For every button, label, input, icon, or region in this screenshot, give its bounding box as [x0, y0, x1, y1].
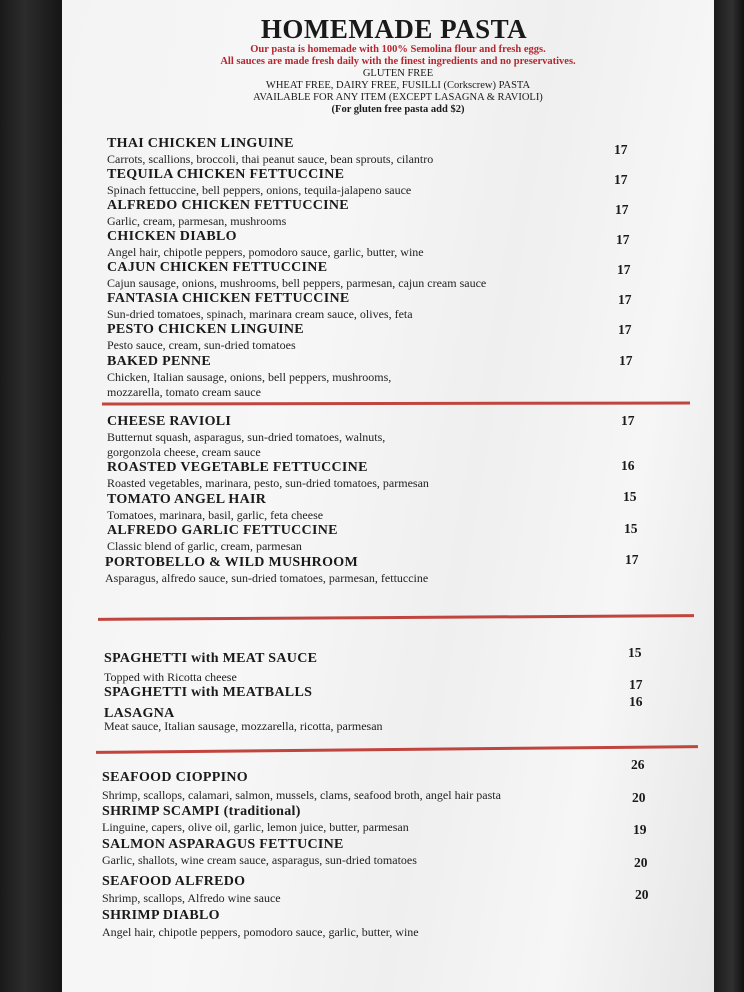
menu-item-desc: Garlic, cream, parmesan, mushrooms	[107, 214, 287, 228]
menu-item-name: CAJUN CHICKEN FETTUCCINE	[107, 260, 328, 275]
menu-item-desc: Garlic, shallots, wine cream sauce, asparagus, sun-dried tomatoes	[102, 853, 417, 867]
menu-item-price: 17	[621, 413, 635, 428]
menu-item-price: 15	[624, 521, 638, 536]
menu-item-name: TOMATO ANGEL HAIR	[107, 492, 267, 507]
menu-item-desc: Linguine, capers, olive oil, garlic, lemon juice, butter, parmesan	[102, 820, 409, 834]
menu-item-desc: Pesto sauce, cream, sun-dried tomatoes	[107, 338, 296, 352]
menu-binder-left	[0, 0, 62, 992]
menu-item-desc: gorgonzola cheese, cream sauce	[107, 445, 261, 459]
menu-item-price: 15	[623, 489, 637, 504]
gluten-free-line: GLUTEN FREE	[362, 68, 434, 79]
menu-title: HOMEMADE PASTA	[260, 14, 528, 44]
gluten-free-line: AVAILABLE FOR ANY ITEM (EXCEPT LASAGNA & RAVIOLI)	[253, 92, 543, 103]
menu-item-desc: Asparagus, alfredo sauce, sun-dried tomatoes, parmesan, fettuccine	[105, 571, 429, 585]
menu-item-desc: Butternut squash, asparagus, sun-dried tomatoes, walnuts,	[107, 430, 386, 444]
gluten-free-note: (For gluten free pasta add $2)	[331, 104, 465, 115]
menu-item-name: CHICKEN DIABLO	[107, 229, 237, 244]
menu-item-price: 17	[625, 552, 639, 567]
menu-item-name: SPAGHETTI with MEAT SAUCE	[104, 651, 318, 666]
menu-item-price: 17	[618, 292, 632, 307]
menu-item-price: 16	[629, 694, 643, 709]
menu-item-price: 17	[629, 677, 643, 692]
menu-item-desc: Classic blend of garlic, cream, parmesan	[107, 539, 302, 553]
menu-item-price: 17	[615, 202, 629, 217]
menu-item-price: 26	[631, 757, 645, 772]
menu-item-name: SALMON ASPARAGUS FETTUCINE	[102, 837, 344, 852]
menu-item-name: THAI CHICKEN LINGUINE	[107, 136, 294, 151]
menu-item-desc: Angel hair, chipotle peppers, pomodoro sauce, garlic, butter, wine	[107, 245, 424, 259]
menu-item-price: 17	[614, 172, 628, 187]
menu-item-desc: mozzarella, tomato cream sauce	[107, 385, 261, 399]
menu-item-price: 16	[621, 458, 635, 473]
menu-item-desc: Meat sauce, Italian sausage, mozzarella, ricotta, parmesan	[104, 719, 383, 733]
section-divider	[98, 614, 694, 621]
menu-item-name: SHRIMP DIABLO	[102, 908, 220, 923]
menu-item-name: LASAGNA	[104, 706, 175, 721]
menu-item-desc: Shrimp, scallops, calamari, salmon, mussels, clams, seafood broth, angel hair pasta	[102, 788, 501, 802]
intro-line: All sauces are made fresh daily with the finest ingredients and no preservatives.	[220, 56, 576, 67]
menu-item-name: SHRIMP SCAMPI (traditional)	[102, 804, 301, 819]
menu-item-desc: Sun-dried tomatoes, spinach, marinara cream sauce, olives, feta	[107, 307, 413, 321]
menu-item-desc: Carrots, scallions, broccoli, thai peanut sauce, bean sprouts, cilantro	[107, 152, 434, 166]
menu-item-desc: Topped with Ricotta cheese	[104, 670, 237, 684]
menu-item-price: 17	[616, 232, 630, 247]
menu-item-name: FANTASIA CHICKEN FETTUCCINE	[107, 291, 350, 306]
menu-item-name: SEAFOOD ALFREDO	[102, 874, 246, 889]
menu-item-price: 20	[634, 855, 648, 870]
menu-item-price: 17	[619, 353, 633, 368]
section-divider	[102, 401, 690, 405]
menu-item-name: ROASTED VEGETABLE FETTUCCINE	[107, 460, 368, 475]
section-divider	[96, 745, 698, 754]
menu-item-desc: Chicken, Italian sausage, onions, bell peppers, mushrooms,	[107, 370, 392, 384]
menu-item-name: SPAGHETTI with MEATBALLS	[104, 685, 313, 700]
menu-item-price: 20	[632, 790, 646, 805]
menu-item-price: 15	[628, 645, 642, 660]
menu-binder-right	[714, 0, 744, 992]
menu-item-name: BAKED PENNE	[107, 354, 212, 369]
menu-item-desc: Angel hair, chipotle peppers, pomodoro sauce, garlic, butter, wine	[102, 925, 419, 939]
menu-item-name: SEAFOOD CIOPPINO	[102, 770, 248, 785]
menu-item-price: 17	[614, 142, 628, 157]
gluten-free-line: WHEAT FREE, DAIRY FREE, FUSILLI (Corkscrew) PASTA	[265, 80, 531, 91]
menu-item-price: 19	[633, 822, 647, 837]
menu-item-name: TEQUILA CHICKEN FETTUCCINE	[107, 167, 345, 182]
menu-item-price: 20	[635, 887, 649, 902]
menu-item-desc: Spinach fettuccine, bell peppers, onions, tequila-jalapeno sauce	[107, 183, 412, 197]
intro-line: Our pasta is homemade with 100% Semolina flour and fresh eggs.	[250, 44, 546, 55]
menu-page	[62, 0, 714, 992]
menu-item-name: PORTOBELLO & WILD MUSHROOM	[105, 555, 358, 570]
menu-item-name: ALFREDO CHICKEN FETTUCCINE	[107, 198, 349, 213]
menu-item-desc: Tomatoes, marinara, basil, garlic, feta cheese	[107, 508, 324, 522]
menu-item-name: ALFREDO GARLIC FETTUCCINE	[107, 523, 338, 538]
menu-item-price: 17	[618, 322, 632, 337]
menu-item-desc: Cajun sausage, onions, mushrooms, bell peppers, parmesan, cajun cream sauce	[107, 276, 487, 290]
menu-item-desc: Shrimp, scallops, Alfredo wine sauce	[102, 891, 281, 905]
menu-item-name: CHEESE RAVIOLI	[107, 414, 232, 429]
menu-item-price: 17	[617, 262, 631, 277]
menu-item-desc: Roasted vegetables, marinara, pesto, sun-dried tomatoes, parmesan	[107, 476, 429, 490]
menu-item-name: PESTO CHICKEN LINGUINE	[107, 322, 304, 337]
